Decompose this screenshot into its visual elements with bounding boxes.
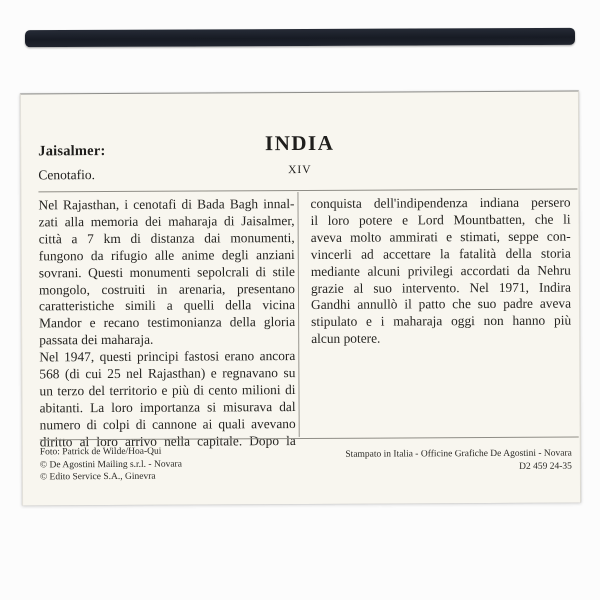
card-title: INDIA — [264, 130, 335, 156]
credits-left — [40, 446, 182, 484]
series-numeral: XIV — [288, 163, 312, 177]
header-divider-rule — [38, 189, 577, 193]
location-subtitle: Cenotafio. — [38, 167, 96, 183]
credit-line: © De Agostini Mailing s.r.l. - Novara — [39, 459, 182, 470]
text-line: grazie al suo intervento. Nel 1971, Indira — [310, 279, 571, 296]
body-column-left — [38, 196, 295, 451]
print-info-line: D2 459 24-35 — [519, 461, 572, 472]
credits-right — [345, 448, 572, 474]
text-line: un terzo del territorio e più di cento milioni di — [39, 381, 296, 399]
text-line: fungono da rifugio alle anime degli anziani — [38, 246, 295, 264]
body-column-right — [310, 195, 571, 349]
text-line: 568 (di cui 25 nel Rajasthan) e regnavano su — [39, 365, 296, 382]
location-title: Jaisalmer: — [38, 143, 106, 160]
text-line: aveva molto ammirati e stimati, seppe con- — [310, 228, 571, 245]
text-line: abitanti. La loro importanza si misurava dal — [39, 398, 296, 416]
text-line: caratteristiche simili a quelli della vicina — [39, 297, 296, 314]
text-line: numero di colpi di cannone ai quali avevano — [39, 415, 296, 433]
adjacent-card-dark-edge — [25, 28, 575, 47]
postcard-back — [20, 91, 581, 506]
column-divider-rule — [297, 192, 299, 437]
text-line: sovrani. Questi monumenti sepolcrali di stile — [38, 263, 295, 280]
text-line: il loro potere e Lord Mountbatten, che li — [310, 211, 571, 228]
text-line: Nel 1947, questi principi fastosi erano ancora — [39, 348, 296, 365]
text-line: Gandhi annullò il patto che suo padre aveva — [310, 296, 572, 313]
text-line: passata dei maharaja. — [39, 332, 154, 348]
text-line: mediante alcuni privilegi accordati da Nehru — [310, 262, 571, 279]
text-line: mongolo, costruiti in arenaria, presentano — [38, 280, 295, 297]
text-line: zati alla memoria dei maharaja di Jaisalmer, — [38, 212, 295, 230]
text-line: Mandor e recano testimonianza della gloria — [39, 314, 296, 331]
print-info-line: Stampato in Italia - Officine Grafiche De Agostini - Novara — [345, 448, 572, 460]
text-line: conquista dell'indipendenza indiana persero — [310, 194, 571, 211]
credit-line: Foto: Patrick de Wilde/Hoa-Qui — [39, 446, 162, 458]
text-line: diritto al loro arrivo nella capitale. Dopo la — [39, 432, 296, 450]
text-line: Nel Rajasthan, i cenotafi di Bada Bagh innal- — [38, 196, 295, 213]
text-line: città a 7 km di distanza dai monumenti, — [38, 229, 295, 247]
text-line: stipulato e i maharaja oggi non hanno più — [311, 312, 572, 330]
text-line: vincerli ad accettare la fatalità della storia — [310, 245, 571, 262]
text-line: alcun potere. — [311, 330, 381, 347]
credit-line: © Edito Service S.A., Ginevra — [39, 471, 156, 483]
